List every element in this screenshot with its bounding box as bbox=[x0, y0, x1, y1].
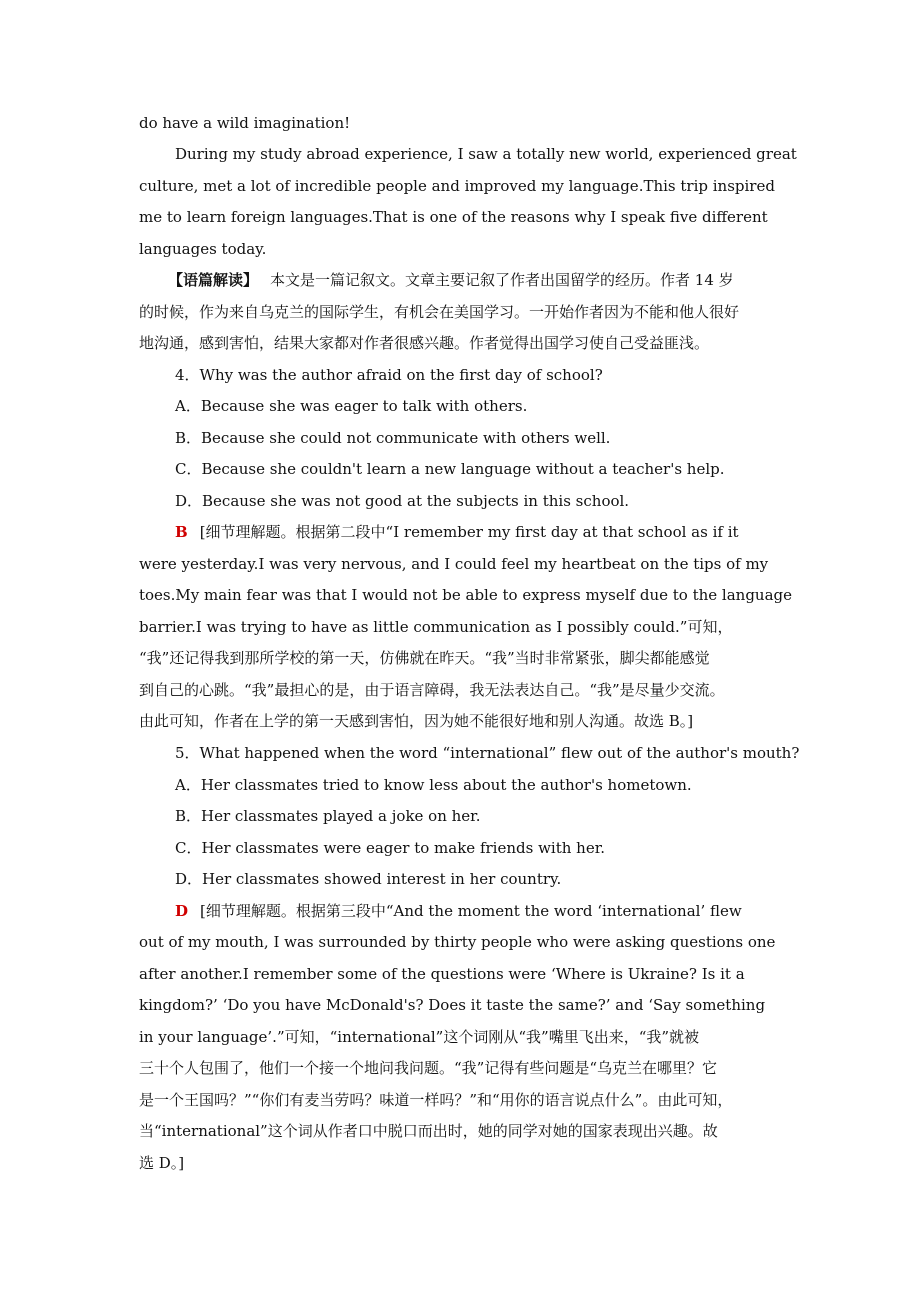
analysis-line: 的时候，作为来自乌克兰的国际学生，有机会在美国学习。一开始作者因为不能和他人很好 bbox=[139, 303, 740, 321]
q5-explanation-line: in your language’.”可知，“international”这个词刚从“我”嘴里飞出来，“我”就被 bbox=[139, 1028, 700, 1046]
passage-line: During my study abroad experience, I saw a totally new world, experienced great bbox=[175, 145, 797, 163]
q5-explanation-line: 是一个王国吗？”“你们有麦当劳吗？味道一样吗？”和“用你的语言说点什么”。由此可知， bbox=[139, 1091, 733, 1109]
q4-explanation-line: toes.My main fear was that I would not be able to express myself due to the language bbox=[139, 586, 793, 604]
question-5-stem: 5．What happened when the word “international” flew out of the author's mouth? bbox=[175, 744, 800, 762]
q5-option-c: C．Her classmates were eager to make friends with her. bbox=[175, 839, 605, 857]
q4-option-c: C．Because she couldn't learn a new language without a teacher's help. bbox=[175, 460, 725, 478]
q5-option-a: A．Her classmates tried to know less about the author's hometown. bbox=[175, 776, 692, 794]
question-4-stem: 4．Why was the author afraid on the first day of school? bbox=[175, 366, 603, 384]
passage-line: do have a wild imagination! bbox=[139, 114, 351, 132]
q4-explanation-line: were yesterday.I was very nervous, and I could feel my heartbeat on the tips of my bbox=[139, 555, 769, 573]
q4-answer: B bbox=[175, 523, 188, 541]
q5-explanation-text: [细节理解题。根据第三段中“And the moment the word ‘international’ flew bbox=[200, 902, 742, 920]
q5-explanation-first-line bbox=[175, 901, 742, 921]
passage-line: languages today. bbox=[139, 240, 267, 258]
q4-explanation-line: barrier.I was trying to have as little communication as I possibly could.”可知， bbox=[139, 618, 733, 636]
q5-answer: D bbox=[175, 902, 189, 920]
q4-explanation-line: 由此可知，作者在上学的第一天感到害怕，因为她不能很好地和别人沟通。故选 B。] bbox=[139, 712, 694, 730]
passage-line: me to learn foreign languages.That is one of the reasons why I speak five different bbox=[139, 208, 768, 226]
q5-explanation-line: after another.I remember some of the questions were ‘Where is Ukraine? Is it a bbox=[139, 965, 745, 983]
q4-option-d: D．Because she was not good at the subjects in this school. bbox=[175, 492, 630, 510]
q4-option-b: B．Because she could not communicate with others well. bbox=[175, 429, 611, 447]
q4-option-a: A．Because she was eager to talk with others. bbox=[175, 397, 528, 415]
q5-option-d: D．Her classmates showed interest in her country. bbox=[175, 870, 562, 888]
q5-explanation-line: out of my mouth, I was surrounded by thirty people who were asking questions one bbox=[139, 933, 776, 951]
analysis-line: 地沟通，感到害怕，结果大家都对作者很感兴趣。作者觉得出国学习使自己受益匪浅。 bbox=[139, 334, 710, 352]
q5-explanation-line: 当“international”这个词从作者口中脱口而出时，她的同学对她的国家表现出兴趣。故 bbox=[139, 1122, 718, 1140]
analysis-label: 【语篇解读】 bbox=[168, 271, 259, 289]
analysis-first-line bbox=[168, 270, 734, 290]
analysis-text: 本文是一篇记叙文。文章主要记叙了作者出国留学的经历。作者 14 岁 bbox=[270, 271, 734, 289]
passage-line: culture, met a lot of incredible people and improved my language.This trip inspired bbox=[139, 177, 775, 195]
q4-explanation-text: [细节理解题。根据第二段中“I remember my first day at that school as if it bbox=[199, 523, 739, 541]
q4-explanation-first-line bbox=[175, 522, 739, 542]
q5-explanation-line: kingdom?’ ‘Do you have McDonald's? Does it taste the same?’ and ‘Say something bbox=[139, 996, 766, 1014]
q5-explanation-line: 选 D。] bbox=[139, 1154, 185, 1172]
q4-explanation-line: “我”还记得我到那所学校的第一天，仿佛就在昨天。“我”当时非常紧张，脚尖都能感觉 bbox=[139, 649, 710, 667]
q5-explanation-line: 三十个人包围了，他们一个接一个地问我问题。“我”记得有些问题是“乌克兰在哪里？它 bbox=[139, 1059, 718, 1077]
q4-explanation-line: 到自己的心跳。“我”最担心的是，由于语言障碍，我无法表达自己。“我”是尽量少交流。 bbox=[139, 681, 725, 699]
q5-option-b: B．Her classmates played a joke on her. bbox=[175, 807, 481, 825]
